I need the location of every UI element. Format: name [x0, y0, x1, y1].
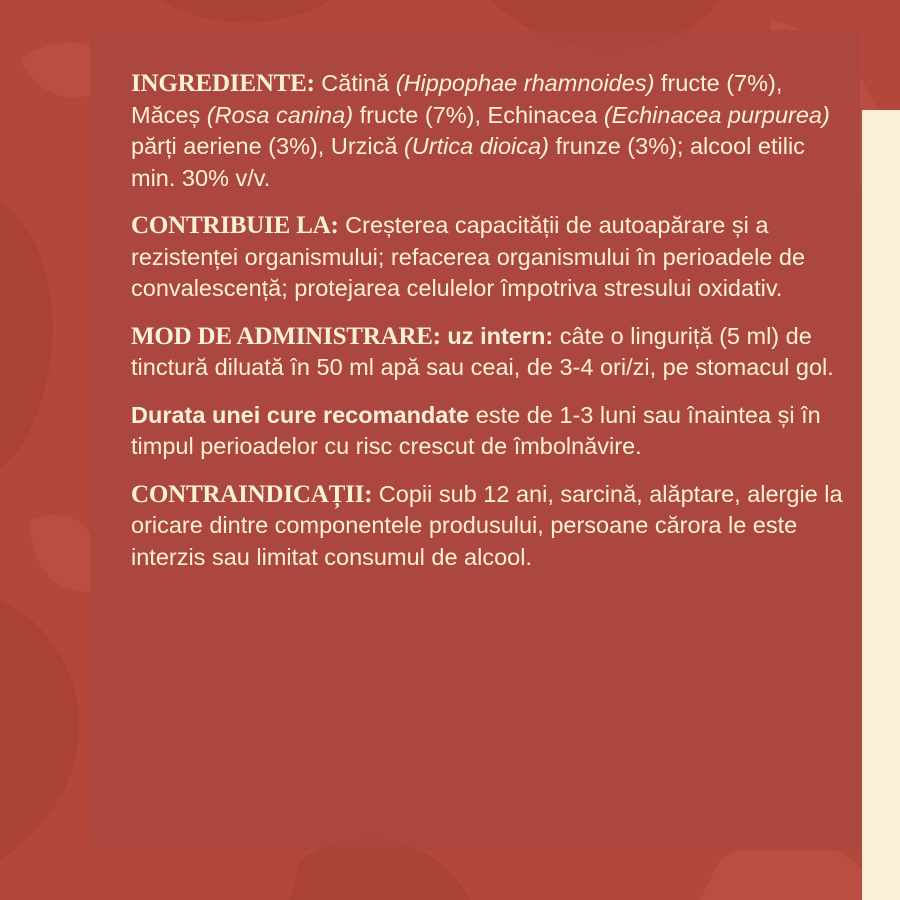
duration-paragraph [131, 400, 851, 463]
ingredients-text-1: Cătină [314, 70, 396, 96]
contributes-heading: CONTRIBUIE LA: [131, 212, 339, 239]
administration-heading: MOD DE ADMINISTRARE: [131, 322, 441, 350]
administration-route: uz intern: [440, 322, 554, 349]
administration-text: câte o linguriță (5 ml) de tinctură diluată în 50 ml apă sau ceai, de 3-4 ori/zi, pe stomacul gol. [131, 322, 834, 380]
duration-heading: Durata unei cure recomandate [131, 401, 470, 428]
contributes-paragraph [131, 210, 851, 305]
contraindications-heading: CONTRAINDICAȚII: [131, 480, 373, 508]
ingredients-text-2: fructe (7%), Măceș [131, 70, 783, 128]
ingredients-latin-2: (Rosa canina) [206, 101, 354, 128]
contributes-text: Creșterea capacității de autoapărare și a rezistenței organismului; refacerea organismului în perioadele de convalescență; protejarea celulelor împotriva stresului oxidativ. [131, 212, 806, 301]
ingredients-text-5: frunze (3%); alcool etilic min. 30% v/v. [131, 133, 805, 191]
administration-paragraph [131, 321, 851, 384]
ingredients-heading: INGREDIENTE: [131, 70, 315, 97]
duration-text: este de 1-3 luni sau înaintea și în timpul perioadelor cu risc crescut de îmbolnăvire. [131, 401, 821, 459]
ingredients-latin-3: (Echinacea purpurea) [603, 101, 830, 128]
ingredients-paragraph [131, 68, 851, 194]
ingredients-text-4: părți aeriene (3%), Urzică [131, 133, 404, 159]
contraindications-paragraph [131, 479, 851, 574]
ingredients-latin-4: (Urtica dioica) [403, 133, 549, 159]
side-cream-strip [862, 110, 900, 900]
ingredients-text-3: fructe (7%), Echinacea [353, 101, 604, 128]
contraindications-text: Copii sub 12 ani, sarcină, alăptare, alergie la oricare dintre componentele produsului, persoane cărora le este interzis sau limitat consumul de alcool. [131, 480, 843, 570]
ingredients-latin-1: (Hippophae rhamnoides) [395, 70, 655, 96]
product-info-text [131, 68, 851, 589]
